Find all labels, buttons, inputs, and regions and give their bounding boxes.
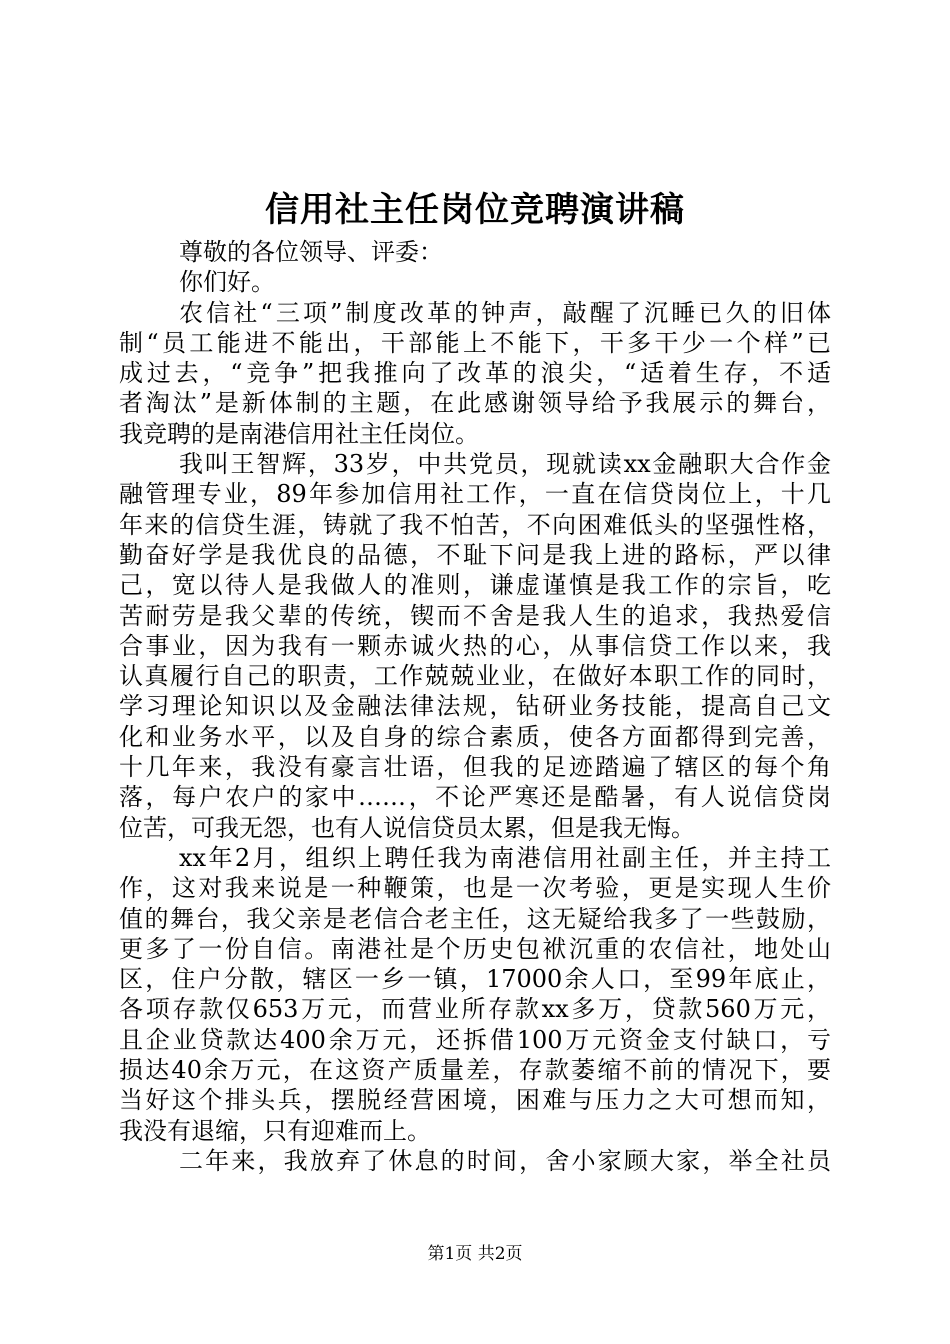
text-line: 且企业贷款达400余万元，还拆借100万元资金支付缺口，亏 bbox=[119, 1025, 831, 1054]
text-line: 我叫王智辉，33岁，中共党员，现就读xx金融职大合作金 bbox=[179, 450, 831, 479]
text-line: 苦耐劳是我父辈的传统，锲而不舍是我人生的追求，我热爱信 bbox=[119, 601, 831, 630]
text-line: 学习理论知识以及金融法律法规，钻研业务技能，提高自己文 bbox=[119, 692, 831, 721]
text-line: 化和业务水平，以及自身的综合素质，使各方面都得到完善， bbox=[119, 722, 831, 751]
text-line: 尊敬的各位领导、评委： bbox=[179, 238, 443, 266]
text-line: 年来的信贷生涯，铸就了我不怕苦，不向困难低头的坚强性格， bbox=[119, 510, 831, 539]
text-line: 勤奋好学是我优良的品德，不耻下问是我上进的路标，严以律 bbox=[119, 540, 831, 569]
text-line: 更多了一份自信。南港社是个历史包袱沉重的农信社，地处山 bbox=[119, 934, 831, 963]
text-line: 制“员工能进不能出，干部能上不能下，干多干少一个样”已 bbox=[119, 328, 831, 357]
text-line: 损达40余万元，在这资产质量差，存款萎缩不前的情况下，要 bbox=[119, 1056, 831, 1085]
page-footer: 第1页 共2页 bbox=[427, 1244, 523, 1264]
text-line: 融管理专业，89年参加信用社工作，一直在信贷岗位上，十几 bbox=[119, 480, 831, 509]
document-body bbox=[119, 237, 831, 1176]
text-line: 己，宽以待人是我做人的准则，谦虚谨慎是我工作的宗旨，吃 bbox=[119, 571, 831, 600]
text-line: 作，这对我来说是一种鞭策，也是一次考验，更是实现人生价 bbox=[119, 874, 831, 903]
text-line: 二年来，我放弃了休息的时间，舍小家顾大家，举全社员 bbox=[179, 1146, 831, 1175]
text-line: 落，每户农户的家中……，不论严寒还是酷暑，有人说信贷岗 bbox=[119, 783, 831, 812]
text-line: 农信社“三项”制度改革的钟声，敲醒了沉睡已久的旧体 bbox=[179, 298, 831, 327]
document-title: 信用社主任岗位竞聘演讲稿 bbox=[265, 190, 685, 230]
text-line: 者淘汰”是新体制的主题，在此感谢领导给予我展示的舞台， bbox=[119, 389, 831, 418]
text-line: 区，住户分散，辖区一乡一镇，17000余人口，至99年底止， bbox=[119, 965, 831, 994]
text-line: 位苦，可我无怨，也有人说信贷员太累，但是我无悔。 bbox=[119, 813, 695, 842]
text-line: 各项存款仅653万元，而营业所存款xx多万，贷款560万元， bbox=[119, 995, 831, 1024]
text-line: 你们好。 bbox=[179, 268, 275, 297]
text-line: 我没有退缩，只有迎难而上。 bbox=[119, 1116, 431, 1145]
text-line: 值的舞台，我父亲是老信合老主任，这无疑给我多了一些鼓励， bbox=[119, 904, 831, 933]
text-line: 合事业，因为我有一颗赤诚火热的心，从事信贷工作以来，我 bbox=[119, 631, 831, 660]
text-line: xx年2月，组织上聘任我为南港信用社副主任，并主持工 bbox=[179, 843, 831, 872]
text-line: 认真履行自己的职责，工作兢兢业业，在做好本职工作的同时， bbox=[119, 662, 831, 691]
text-line: 成过去，“竞争”把我推向了改革的浪尖，“适着生存，不适 bbox=[119, 359, 831, 388]
text-line: 当好这个排头兵，摆脱经营困境，困难与压力之大可想而知， bbox=[119, 1086, 831, 1115]
text-line: 十几年来，我没有豪言壮语，但我的足迹踏遍了辖区的每个角 bbox=[119, 753, 831, 782]
text-line: 我竞聘的是南港信用社主任岗位。 bbox=[119, 419, 479, 448]
